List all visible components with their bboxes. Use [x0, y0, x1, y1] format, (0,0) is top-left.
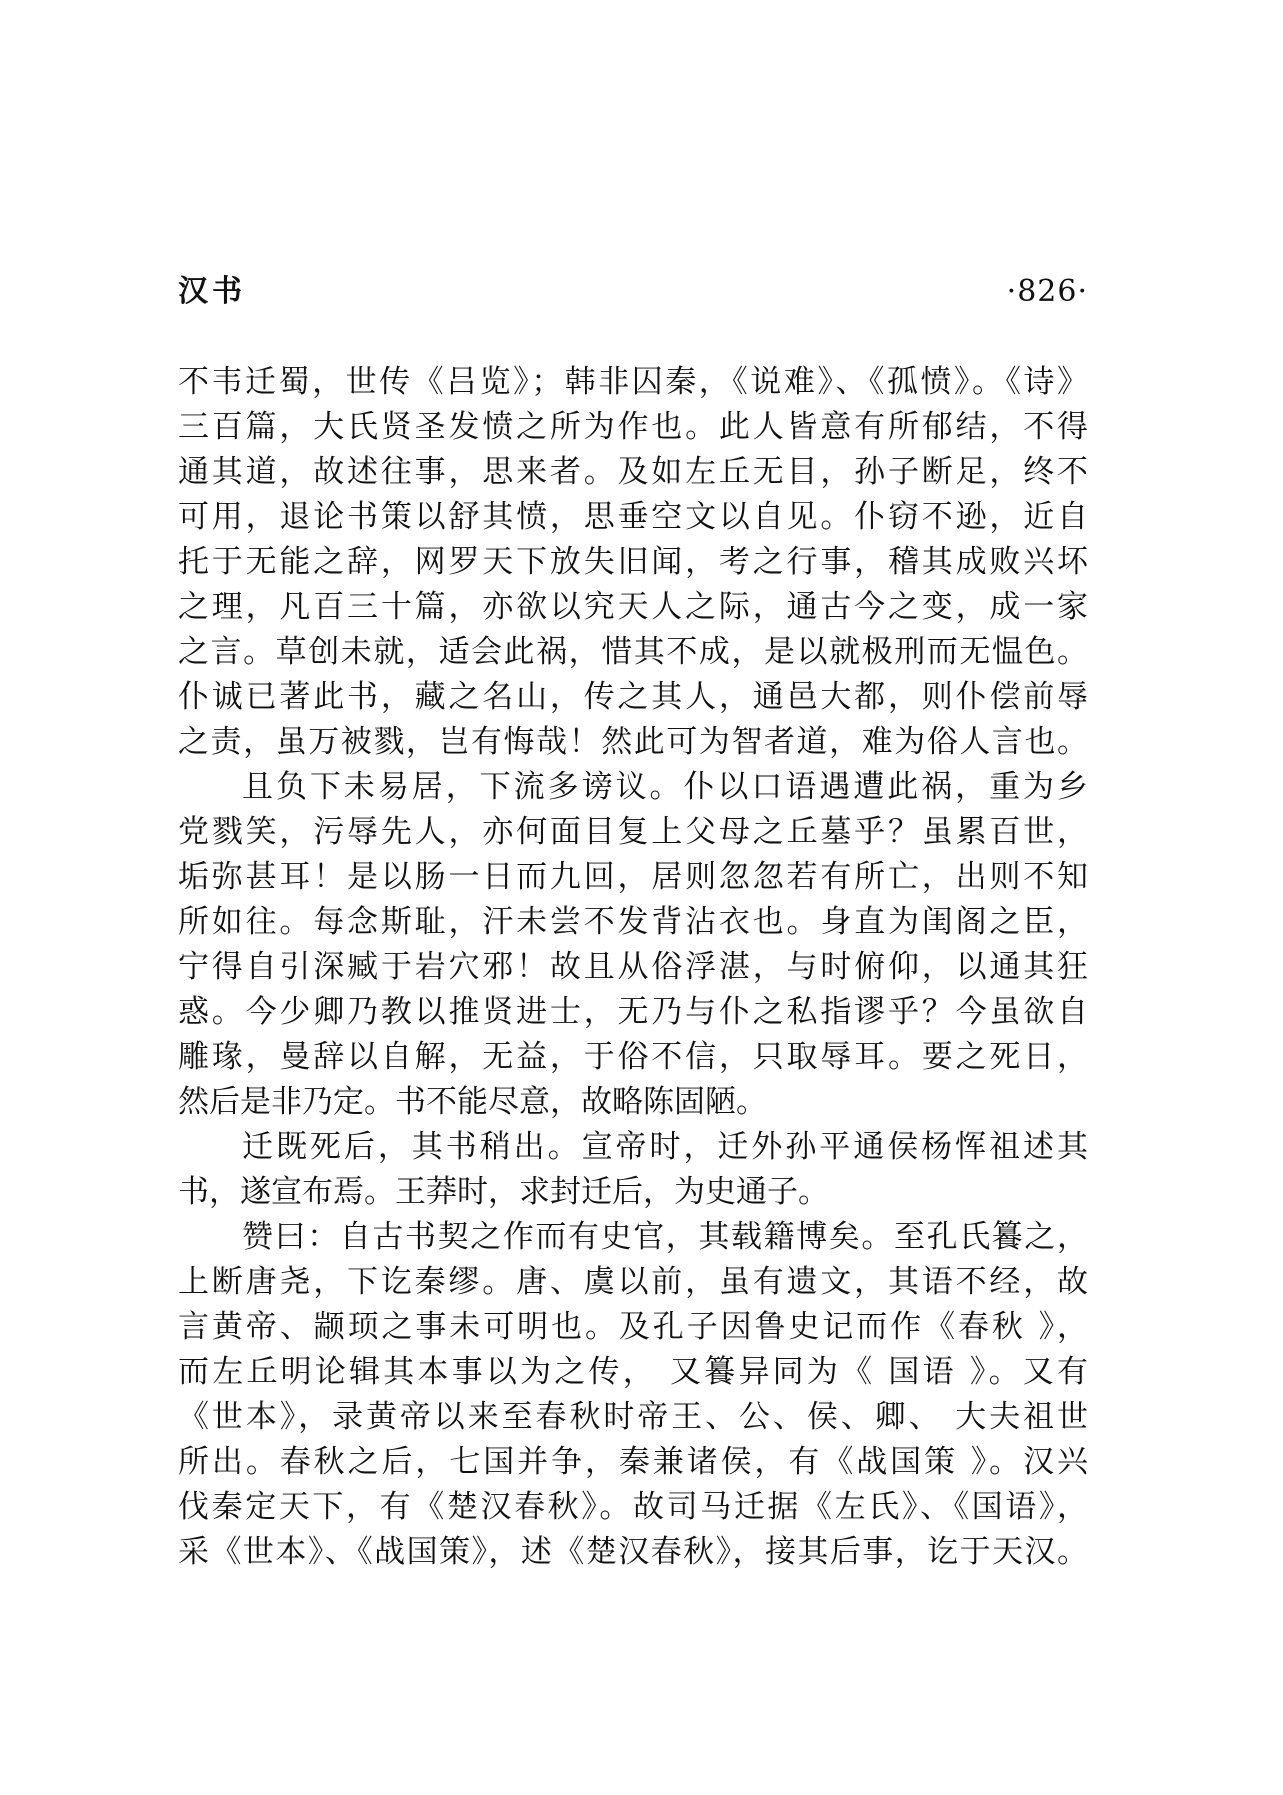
text-line: 之责，虽万被戮，岂有悔哉！然此可为智者道，难为俗人言也。: [178, 724, 1088, 760]
text-line: 且负下未易居，下流多谤议。仆以口语遇遭此祸，重为乡: [242, 769, 1088, 805]
text-line: 可用，退论书策以舒其愤，思垂空文以自见。仆窃不逊，近自: [178, 499, 1088, 535]
text-line: 通其道，故述往事，思来者。及如左丘无目，孙子断足，终不: [178, 454, 1088, 490]
text-line: 雕瑑，曼辞以自解，无益，于俗不信，只取辱耳。要之死日，: [178, 1039, 1088, 1075]
text-line: 所如往。每念斯耻，汗未尝不发背沾衣也。身直为闺阁之臣，: [178, 904, 1088, 940]
text-line: 言黄帝、颛顼之事未可明也。及孔子因鲁史记而作《春秋 》，: [178, 1309, 1088, 1345]
text-line: 而左丘明论辑其本事以为之传， 又籑异同为《 国语 》。又有: [178, 1354, 1088, 1390]
text-line: 宁得自引深臧于岩穴邪！故且从俗浮湛，与时俯仰，以通其狂: [178, 949, 1088, 985]
text-line: 采《世本》、《战国策》，述《楚汉春秋》，接其后事，讫于天汉。: [178, 1534, 1088, 1570]
text-line: 仆诚已著此书，藏之名山，传之其人，通邑大都，则仆偿前辱: [178, 679, 1088, 715]
text-line: 赞曰：自古书契之作而有史官，其载籍博矣。至孔氏籑之，: [242, 1219, 1088, 1255]
text-line: 伐秦定天下，有《楚汉春秋》。故司马迁据《左氏》、《国语》，: [178, 1489, 1088, 1525]
text-line: 之言。草创未就，适会此祸，惜其不成，是以就极刑而无愠色。: [178, 634, 1088, 670]
text-line: 书，遂宣布焉。王莽时，求封迁后，为史通子。: [178, 1174, 829, 1210]
text-line: 迁既死后，其书稍出。宣帝时，迁外孙平通侯杨恽祖述其: [242, 1129, 1088, 1165]
text-line: 托于无能之辞，网罗天下放失旧闻，考之行事，稽其成败兴坏: [178, 544, 1088, 580]
text-line: 惑。今少卿乃教以推贤进士，无乃与仆之私指谬乎？今虽欲自: [178, 994, 1088, 1030]
text-line: 党戮笑，污辱先人，亦何面目复上父母之丘墓乎？虽累百世，: [178, 814, 1088, 850]
running-head-title: 汉书: [178, 274, 246, 309]
text-line: 所出。春秋之后，七国并争，秦兼诸侯，有《战国策 》。汉兴: [178, 1444, 1088, 1480]
page-header: [178, 272, 1088, 316]
text-line: 之理，凡百三十篇，亦欲以究天人之际，通古今之变，成一家: [178, 589, 1088, 625]
page-number: ·826·: [1006, 274, 1088, 309]
text-line: 然后是非乃定。书不能尽意，故略陈固陋。: [178, 1084, 767, 1120]
text-line: 不韦迁蜀，世传《吕览》；韩非囚秦，《说难》、《孤愤》。《诗》: [178, 364, 1088, 400]
text-line: 垢弥甚耳！是以肠一日而九回，居则忽忽若有所亡，出则不知: [178, 859, 1088, 895]
text-line: 《世本》，录黄帝以来至春秋时帝王、公、侯、卿、 大夫祖世: [178, 1399, 1088, 1435]
text-line: 上断唐尧，下讫秦缪。唐、虞以前，虽有遗文，其语不经，故: [178, 1264, 1088, 1300]
body-text: [178, 360, 1088, 1575]
text-line: 三百篇，大氏贤圣发愤之所为作也。此人皆意有所郁结，不得: [178, 409, 1088, 445]
